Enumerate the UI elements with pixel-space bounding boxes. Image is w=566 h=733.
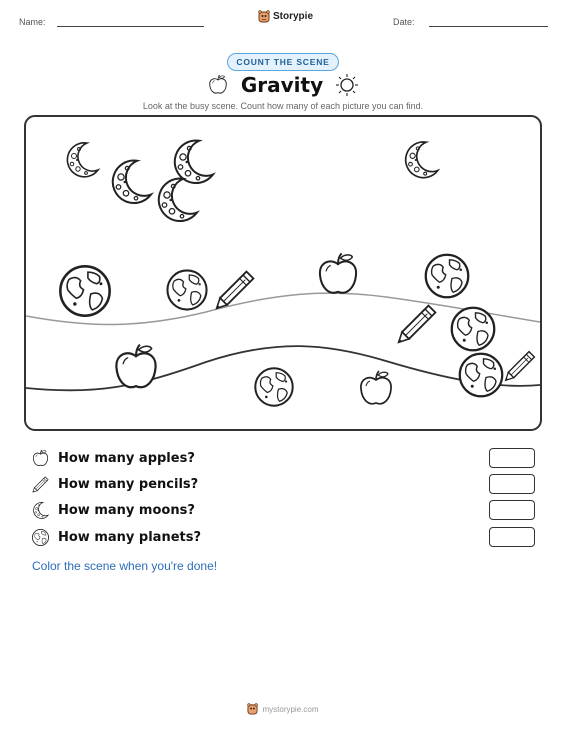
pencil: [399, 306, 436, 343]
date-field[interactable]: [429, 26, 548, 27]
planet: [255, 368, 292, 405]
question-text: How many moons?: [58, 503, 195, 518]
pencil: [506, 352, 535, 381]
moon-icon: [31, 501, 50, 520]
sun-icon: [335, 73, 359, 97]
question-planets: [31, 528, 201, 547]
scene-illustration: [26, 117, 540, 429]
answer-box-planets[interactable]: [489, 527, 535, 547]
question-pencils: [31, 475, 198, 494]
pencil-icon: [31, 475, 50, 494]
activity-badge: COUNT THE SCENE: [227, 53, 338, 71]
planet: [60, 266, 109, 315]
apple-icon: [207, 74, 229, 96]
footer: [247, 703, 318, 715]
date-label: Date:: [393, 17, 415, 27]
counting-scene: [24, 115, 542, 431]
name-field[interactable]: [57, 26, 204, 27]
apple: [116, 345, 155, 388]
footer-site: mystorypie.com: [262, 704, 319, 714]
brand-logo: [258, 10, 313, 23]
question-moons: [31, 501, 195, 520]
question-apples: [31, 449, 195, 468]
planet: [167, 270, 206, 309]
instructions: Look at the busy scene. Count how many of each picture you can find.: [142, 101, 424, 111]
answer-box-apples[interactable]: [489, 448, 535, 468]
apple: [361, 371, 391, 404]
planet-icon: [31, 528, 50, 547]
moon: [175, 141, 213, 184]
pencil: [217, 272, 254, 309]
moon: [159, 179, 197, 222]
name-label: Name:: [19, 17, 46, 27]
storypie-mascot-icon: [247, 703, 258, 715]
planet: [452, 308, 495, 351]
moon: [406, 142, 438, 178]
question-text: How many apples?: [58, 451, 195, 466]
question-text: How many planets?: [58, 530, 202, 545]
answer-box-pencils[interactable]: [489, 474, 535, 494]
page-title: Gravity: [240, 73, 324, 97]
planet: [426, 255, 469, 298]
apple-icon: [31, 449, 50, 468]
moon: [113, 161, 151, 204]
answer-box-moons[interactable]: [489, 500, 535, 520]
brand-name: Storypie: [273, 11, 314, 22]
storypie-mascot-icon: [258, 10, 270, 23]
apple: [320, 253, 356, 292]
moon: [67, 143, 98, 177]
question-text: How many pencils?: [58, 477, 199, 492]
planet: [460, 354, 503, 397]
closing-note: Color the scene when you're done!: [32, 559, 218, 573]
